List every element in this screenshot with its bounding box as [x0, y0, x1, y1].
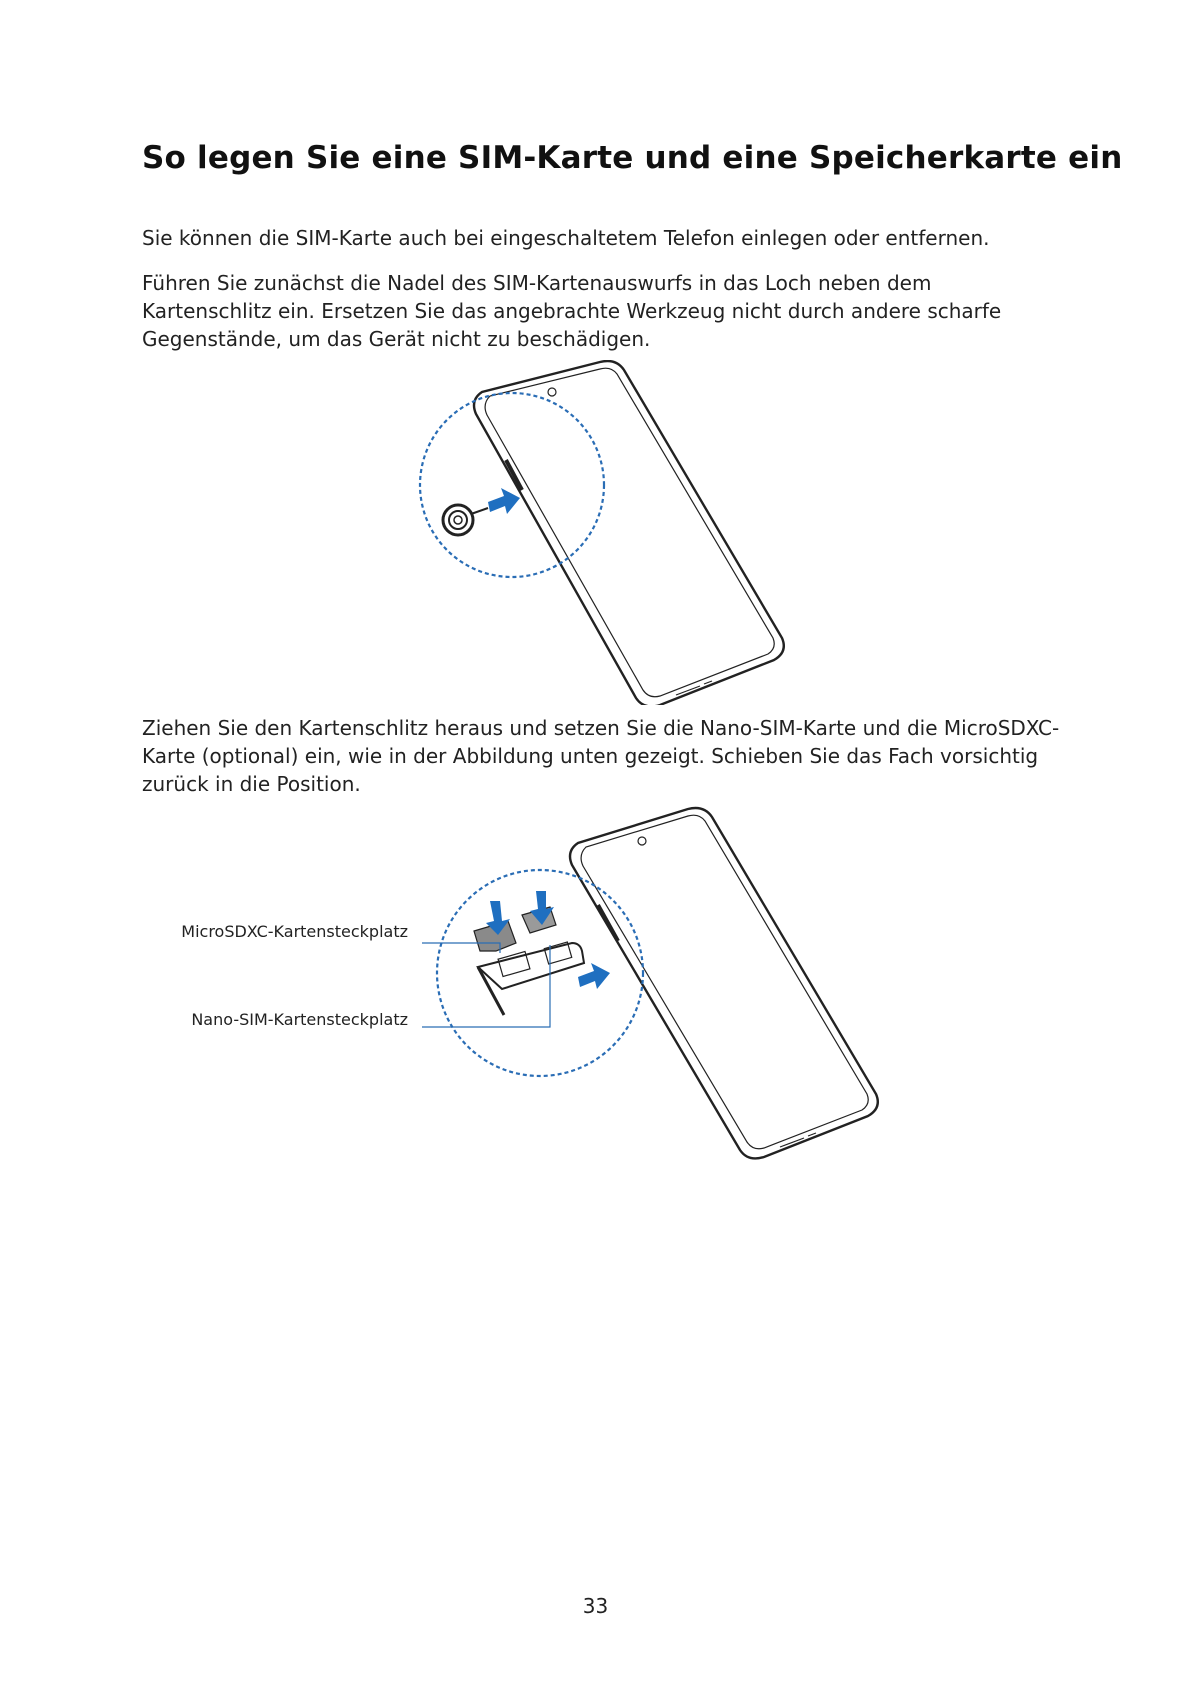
- eject-pin-illustration: [0, 360, 1191, 705]
- label-microsd-slot: MicroSDXC-Kartensteckplatz: [181, 922, 408, 941]
- card-tray-illustration: [0, 805, 1191, 1165]
- paragraph-insert-cards: Ziehen Sie den Kartenschlitz heraus und setzen Sie die Nano-SIM-Karte und die MicroSDXC-Karte (optional) ein, wie in der Abbildung unten gezeigt. Schieben Sie das Fach vorsichtig zurück in die Position.: [142, 716, 1060, 796]
- label-nano-sim-slot: Nano-SIM-Kartensteckplatz: [191, 1010, 408, 1029]
- paragraph-intro: Sie können die SIM-Karte auch bei eingeschaltetem Telefon einlegen oder entfernen.: [142, 226, 990, 250]
- paragraph-eject-instructions: Führen Sie zunächst die Nadel des SIM-Kartenauswurfs in das Loch neben dem Kartenschlitz ein. Ersetzen Sie das angebrachte Werkzeug nicht durch andere scharfe Gegenstände, um das Gerät nicht zu beschädigen.: [142, 271, 1002, 351]
- callout-lines: [422, 943, 550, 1027]
- insert-arrow-icon: [488, 488, 520, 514]
- eject-pin-icon: [443, 505, 488, 535]
- sim-tray-icon: [478, 942, 584, 1015]
- page-title: So legen Sie eine SIM-Karte und eine Speicherkarte ein: [142, 140, 1123, 176]
- figure-eject-pin: [0, 360, 1191, 705]
- phone-illustration: [570, 808, 878, 1158]
- phone-illustration: [474, 361, 784, 705]
- page-number: 33: [582, 1594, 609, 1618]
- zoom-circle: [420, 393, 604, 577]
- figure-card-tray: [0, 805, 1191, 1165]
- push-arrow-icon: [578, 963, 610, 989]
